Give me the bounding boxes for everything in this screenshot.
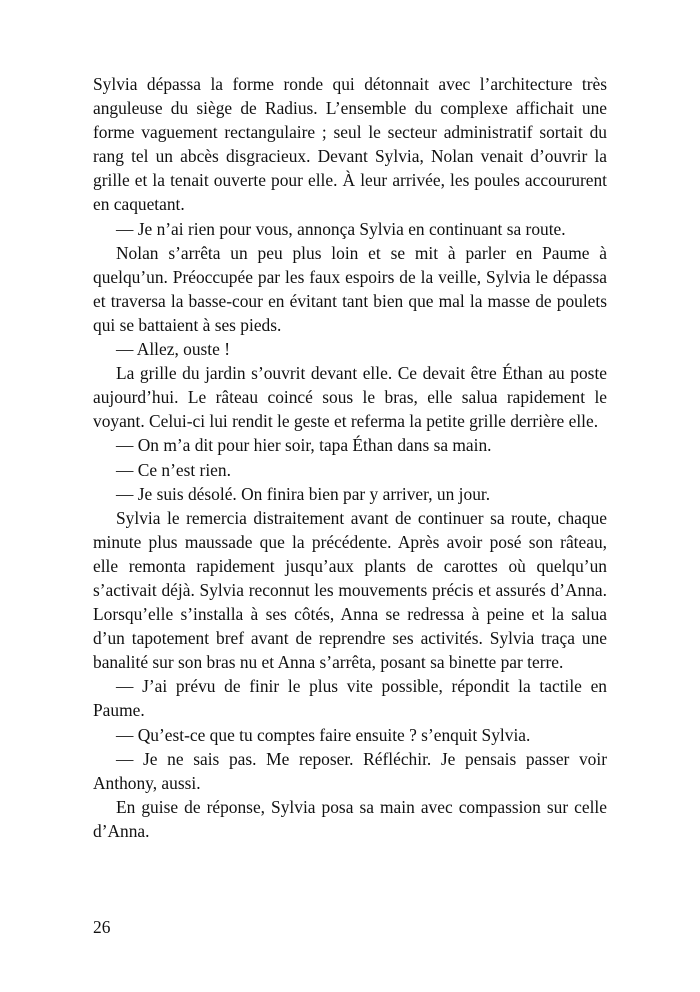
- dialogue-line: — Ce n’est rien.: [116, 459, 231, 480]
- paragraph: Sylvia dépassa la forme ronde qui détonnait avec l’architecture très anguleuse du siège de Radius. L’ensemble du complexe affichait une forme vaguement rectangulaire ; seul le secteur administratif sortait du rang tel un abcès disgracieux. Devant Sylvia, Nolan venait d’ouvrir la grille et la tenait ouverte pour elle. À leur arrivée, les poules accoururent en caquetant.: [93, 74, 607, 215]
- dialogue-line: — Qu’est-ce que tu comptes faire ensuite ? s’enquit Sylvia.: [116, 724, 531, 745]
- dialogue-line: — Je suis désolé. On finira bien par y arriver, un jour.: [116, 483, 491, 504]
- paragraph: En guise de réponse, Sylvia posa sa main avec compassion sur celle d’Anna.: [93, 796, 607, 841]
- dialogue-line: — Je ne sais pas. Me reposer. Réfléchir. Je pensais passer voir Anthony, aussi.: [93, 748, 607, 793]
- paragraph: Nolan s’arrêta un peu plus loin et se mit à parler en Paume à quelqu’un. Préoccupée par les faux espoirs de la veille, Sylvia le dépassa et traversa la basse-cour en évitant tant bien que mal la masse de poulets qui se battaient à ses pieds.: [93, 242, 607, 335]
- paragraph: Sylvia le remercia distraitement avant de continuer sa route, chaque minute plus maussade que la précédente. Après avoir posé son râteau, elle remonta rapidement jusqu’aux plants de carottes où quelqu’un s’activait déjà. Sylvia reconnut les mouvements précis et assurés d’Anna. Lorsqu’elle s’installa à ses côtés, Anna se redressa à peine et la salua d’un tapotement bref avant de reprendre ses activités. Sylvia traça une banalité sur son bras nu et Anna s’arrêta, posant sa binette par terre.: [93, 507, 607, 673]
- body-text: [93, 72, 607, 843]
- paragraph: La grille du jardin s’ouvrit devant elle. Ce devait être Éthan au poste aujourd’hui. Le râteau coincé sous le bras, elle salua rapidement le voyant. Celui-ci lui rendit le geste et referma la petite grille derrière elle.: [93, 363, 607, 432]
- dialogue-line: — Allez, ouste !: [116, 339, 230, 360]
- dialogue-line: — Je n’ai rien pour vous, annonça Sylvia en continuant sa route.: [116, 218, 566, 239]
- page-number: 26: [93, 917, 111, 937]
- dialogue-line: — On m’a dit pour hier soir, tapa Éthan dans sa main.: [116, 435, 492, 456]
- dialogue-line: — J’ai prévu de finir le plus vite possible, répondit la tactile en Paume.: [93, 676, 607, 721]
